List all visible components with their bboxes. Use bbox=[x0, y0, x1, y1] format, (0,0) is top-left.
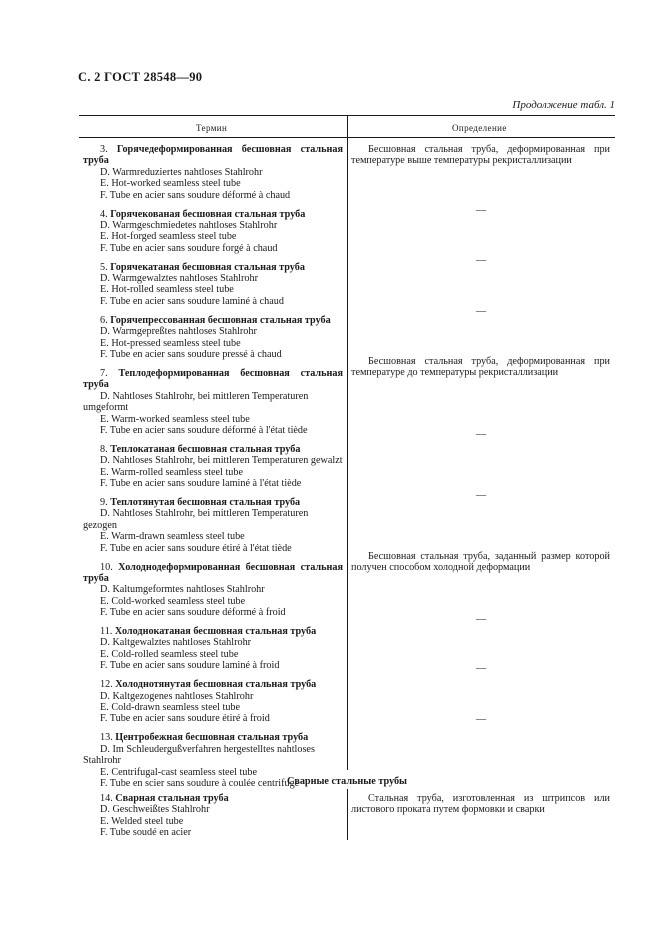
term-fr: F. Tube soudé en acier bbox=[100, 827, 192, 839]
definition-11: — bbox=[476, 614, 487, 625]
term-de: D. Warmreduziertes nahtloses Stahlrohr bbox=[100, 166, 263, 178]
definition-4: — bbox=[476, 205, 487, 216]
term-fr: F. Tube en acier sans soudure laminé à froid bbox=[100, 660, 280, 672]
term-en: E. Warm-drawn seamless steel tube bbox=[100, 531, 245, 543]
section-title: Сварные стальные трубы bbox=[286, 776, 407, 787]
term-entry-10: 10. Холоднодеформированная бесшовная стальная труба D. Kaltumgeformtes nahtloses Stahlrohr E. Cold-worked seamless steel tube F. Tube en acier sans soudure déformé à froid bbox=[83, 561, 343, 619]
term-title: Горячепрессованная бесшовная стальная труба bbox=[110, 314, 331, 326]
term-fr: F. Tube en acier sans soudure déformé à froid bbox=[100, 607, 286, 619]
term-title: Сварная стальная труба bbox=[115, 793, 229, 804]
term-en: E. Welded steel tube bbox=[100, 815, 184, 827]
definition-7: Бесшовная стальная труба, деформированная при температуре до температуры рекристаллизации bbox=[351, 356, 610, 379]
definition-6: — bbox=[476, 306, 487, 317]
definition-13: — bbox=[476, 714, 487, 725]
term-title: Теплодеформированная бесшовная стальная труба bbox=[83, 367, 343, 391]
term-de: D. Nahtloses Stahlrohr, bei mittleren Temperaturen gewalzt bbox=[100, 455, 343, 467]
term-title: Холоднотянутая бесшовная стальная труба bbox=[115, 679, 317, 691]
term-de: D. Nahtloses Stahlrohr, bei mittleren Temperaturen umgeformt bbox=[83, 390, 309, 414]
term-en: E. Hot-worked seamless steel tube bbox=[100, 178, 241, 190]
term-de: D. Im Schleudergußverfahren hergestelltes nahtloses Stahlrohr bbox=[83, 743, 315, 767]
term-en: E. Hot-forged seamless steel tube bbox=[100, 231, 237, 243]
term-title: Холоднодеформированная бесшовная стальная труба bbox=[83, 561, 343, 584]
term-fr: F. Tube en acier sans soudure laminé à l'état tiède bbox=[100, 478, 302, 490]
term-entry-3: 3. Горячедеформированная бесшовная стальная труба D. Warmreduziertes nahtloses Stahlrohr E. Hot-worked seamless steel tube F. Tube en acier sans soudure déformé à chaud bbox=[83, 144, 343, 201]
term-title: Горячекатаная бесшовная стальная труба bbox=[110, 261, 305, 273]
column-header-definition: Определение bbox=[452, 123, 507, 133]
definition-5: — bbox=[476, 255, 487, 266]
term-title: Горячедеформированная бесшовная стальная труба bbox=[83, 144, 343, 167]
term-title: Горячекованая бесшовная стальная труба bbox=[110, 208, 306, 220]
term-de: D. Nahtloses Stahlrohr, bei mittleren Temperaturen gezogen bbox=[83, 508, 309, 531]
term-de: D. Kaltgewalztes nahtloses Stahlrohr bbox=[100, 637, 252, 649]
term-fr: F. Tube en acier sans soudure pressé à chaud bbox=[100, 349, 282, 360]
definition-10: Бесшовная стальная труба, заданный размер которой получен способом холодной деформации bbox=[351, 551, 610, 574]
table-continuation-label: Продолжение табл. 1 bbox=[512, 99, 615, 111]
term-de: D. Warmgewalztes nahtloses Stahlrohr bbox=[100, 273, 258, 285]
term-title: Теплокатаная бесшовная стальная труба bbox=[110, 443, 301, 455]
terms-column bbox=[83, 144, 343, 797]
term-fr: F. Tube en acier sans soudure étiré à l'état tiède bbox=[100, 542, 292, 554]
term-fr: F. Tube en scier sans soudure à coulée centrifuge bbox=[100, 777, 300, 789]
column-divider bbox=[347, 115, 348, 770]
term-en: E. Cold-rolled seamless steel tube bbox=[100, 648, 239, 660]
term-entry-11: 11. Холоднокатаная бесшовная стальная труба D. Kaltgewalztes nahtloses Stahlrohr E. Cold-rolled seamless steel tube F. Tube en acier sans soudure laminé à froid bbox=[83, 626, 343, 672]
term-title: Холоднокатаная бесшовная стальная труба bbox=[114, 626, 317, 638]
term-de: D. Kaltgezogenes nahtloses Stahlrohr bbox=[100, 690, 254, 702]
column-header-term: Термин bbox=[196, 123, 228, 133]
term-de: D. Warmgepreßtes nahtloses Stahlrohr bbox=[100, 326, 257, 338]
definition-9: — bbox=[476, 490, 487, 501]
term-title: Центробежная бесшовная стальная труба bbox=[115, 732, 309, 744]
term-entry-5: 5. Горячекатаная бесшовная стальная труба D. Warmgewalztes nahtloses Stahlrohr E. Hot-rolled seamless steel tube F. Tube en acier sans soudure laminé à chaud bbox=[83, 262, 343, 308]
term-entry-8: 8. Теплокатаная бесшовная стальная труба D. Nahtloses Stahlrohr, bei mittleren Temperaturen gewalzt E. Warm-rolled seamless steel tube F. Tube en acier sans soudure laminé à l'état tiède bbox=[83, 444, 343, 490]
page-header: С. 2 ГОСТ 28548—90 bbox=[78, 70, 203, 84]
term-en: E. Cold-drawn seamless steel tube bbox=[100, 701, 241, 713]
term-title: Теплотянутая бесшовная стальная труба bbox=[110, 496, 301, 508]
term-fr: F. Tube en acier sans soudure déformé à l'état tiède bbox=[100, 424, 308, 436]
term-en: E. Hot-rolled seamless steel tube bbox=[100, 284, 234, 296]
term-entry-14: 14. Сварная стальная труба D. Geschweißtes Stahlrohr E. Welded steel tube F. Tube soudé en acier bbox=[83, 793, 343, 839]
term-fr: F. Tube en acier sans soudure laminé à chaud bbox=[100, 295, 284, 307]
term-entry-9: 9. Теплотянутая бесшовная стальная труба D. Nahtloses Stahlrohr, bei mittleren Temperaturen gezogen E. Warm-drawn seamless steel tube F. Tube en acier sans soudure étiré à l'état tiède bbox=[83, 497, 343, 554]
term-entry-4: 4. Горячекованая бесшовная стальная труба D. Warmgeschmiedetes nahtloses Stahlrohr E. Hot-forged seamless steel tube F. Tube en acier sans soudure forgé à chaud bbox=[83, 209, 343, 255]
term-entry-6: 6. Горячепрессованная бесшовная стальная труба D. Warmgepreßtes nahtloses Stahlrohr E. Hot-pressed seamless steel tube F. Tube en acier sans soudure pressé à chaud bbox=[83, 315, 343, 361]
definition-3: Бесшовная стальная труба, деформированная при температуре выше температуры рекристаллизации bbox=[351, 144, 610, 167]
column-divider-2 bbox=[347, 789, 348, 840]
term-de: D. Kaltumgeformtes nahtloses Stahlrohr bbox=[100, 584, 265, 596]
term-fr: F. Tube en acier sans soudure étiré à froid bbox=[100, 713, 270, 725]
term-en: E. Warm-worked seamless steel tube bbox=[100, 413, 250, 425]
definition-12: — bbox=[476, 663, 487, 674]
term-fr: F. Tube en acier sans soudure forgé à chaud bbox=[100, 242, 278, 254]
term-entry-13: 13. Центробежная бесшовная стальная труба D. Im Schleudergußverfahren hergestelltes nahtloses Stahlrohr E. Centrifugal-cast seamless steel tube F. Tube en scier sans soudure à coulée centrifuge bbox=[83, 732, 343, 789]
term-entry-12: 12. Холоднотянутая бесшовная стальная труба D. Kaltgezogenes nahtloses Stahlrohr E. Cold-drawn seamless steel tube F. Tube en acier sans soudure étiré à froid bbox=[83, 679, 343, 725]
term-en: E. Centrifugal-cast seamless steel tube bbox=[100, 766, 258, 778]
term-en: E. Warm-rolled seamless steel tube bbox=[100, 466, 243, 478]
term-entry-7: 7. Теплодеформированная бесшовная стальная труба D. Nahtloses Stahlrohr, bei mittleren Temperaturen umgeformt E. Warm-worked seamless steel tube F. Tube en acier sans soudure déformé à l'état tiède bbox=[83, 367, 343, 436]
term-en: E. Hot-pressed seamless steel tube bbox=[100, 337, 241, 349]
term-en: E. Cold-worked seamless steel tube bbox=[100, 595, 246, 607]
term-de: D. Geschweißtes Stahlrohr bbox=[100, 804, 210, 816]
definition-14: Стальная труба, изготовленная из штрипсов или листового проката путем формовки и сварки bbox=[351, 793, 610, 816]
term-de: D. Warmgeschmiedetes nahtloses Stahlrohr bbox=[100, 219, 278, 231]
term-fr: F. Tube en acier sans soudure déformé à chaud bbox=[100, 189, 291, 201]
definition-8: — bbox=[476, 429, 487, 440]
terms-column-welded bbox=[83, 793, 343, 846]
